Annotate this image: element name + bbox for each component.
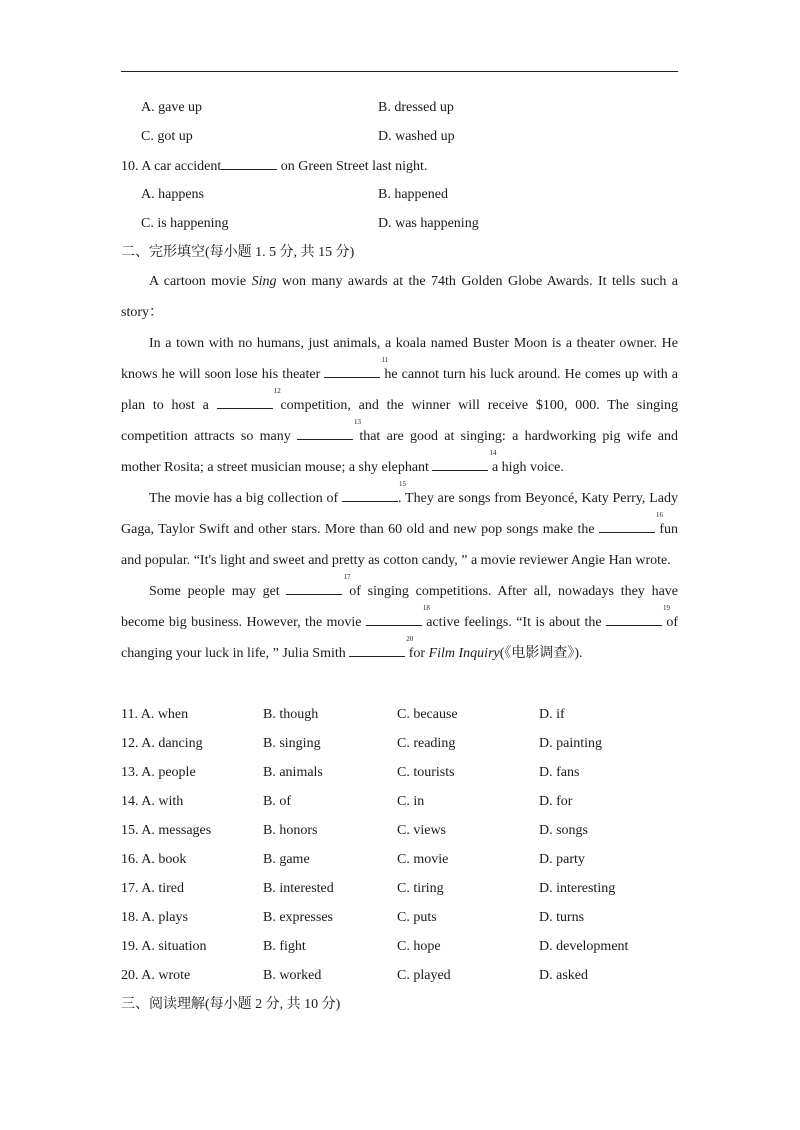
blank-16 bbox=[599, 511, 663, 533]
blank-11 bbox=[324, 356, 389, 378]
choice-14-c: C. in bbox=[397, 794, 425, 809]
p3-text-c: fun and popular. “It's light and sweet and pretty as cotton candy, ” a movie reviewer Angie Han wrote. bbox=[121, 522, 679, 568]
blank-20 bbox=[349, 635, 414, 657]
p1-text-a: A cartoon movie bbox=[149, 274, 252, 289]
choice-17-c: C. tiring bbox=[397, 881, 444, 896]
choice-18-c: C. puts bbox=[397, 910, 437, 925]
choice-11-b: B. though bbox=[263, 707, 319, 722]
choice-14-d: D. for bbox=[539, 794, 573, 809]
choice-18-a: 18. A. plays bbox=[121, 910, 188, 925]
section-2-heading: 二、完形填空(每小题 1. 5 分, 共 15 分) bbox=[121, 245, 355, 260]
movie-title-sing: Sing bbox=[251, 274, 277, 289]
choice-20-c: C. played bbox=[397, 968, 451, 983]
q9-option-b: B. dressed up bbox=[378, 100, 454, 115]
p3-text-b: . They are songs from Beyoncé, Katy Perry, Lady Gaga, Taylor Swift and other stars. More than 60 old and new pop songs make the bbox=[121, 491, 678, 537]
blank-13-number: 13 bbox=[354, 418, 362, 426]
choice-16-d: D. party bbox=[539, 852, 585, 867]
choice-19-c: C. hope bbox=[397, 939, 441, 954]
choice-20-d: D. asked bbox=[539, 968, 588, 983]
choice-13-c: C. tourists bbox=[397, 765, 455, 780]
passage-paragraph-4 bbox=[121, 573, 678, 669]
blank-14 bbox=[432, 449, 497, 471]
q9-option-d: D. washed up bbox=[378, 129, 455, 144]
q10-blank bbox=[221, 157, 277, 170]
blank-15-number: 15 bbox=[399, 480, 406, 488]
p4-text-d: of changing your luck in life, ” Julia Smith bbox=[121, 615, 678, 661]
q9-option-a: A. gave up bbox=[141, 100, 203, 115]
q10-stem bbox=[121, 157, 678, 176]
blank-15 bbox=[342, 480, 406, 502]
q10-option-c: C. is happening bbox=[141, 216, 229, 231]
q10-option-d: D. was happening bbox=[378, 216, 479, 231]
choice-13-b: B. animals bbox=[263, 765, 323, 780]
choice-20-b: B. worked bbox=[263, 968, 322, 983]
blank-11-number: 11 bbox=[381, 356, 389, 364]
choice-14-a: 14. A. with bbox=[121, 794, 184, 809]
cloze-passage bbox=[121, 266, 678, 669]
publication-film-inquiry: Film Inquiry bbox=[428, 646, 500, 661]
blank-16-number: 16 bbox=[655, 511, 663, 519]
p2-text-c: competition, and the winner will receive $100, 000. The singing competition attracts so many bbox=[121, 398, 679, 444]
choice-14-b: B. of bbox=[263, 794, 291, 809]
choice-18-b: B. expresses bbox=[263, 910, 333, 925]
p4-text-b: of singing competitions. After all, nowadays they have become big business. However, the movie bbox=[121, 584, 678, 630]
q10-option-b: B. happened bbox=[378, 187, 448, 202]
p3-text-a: The movie has a big collection of bbox=[149, 491, 342, 506]
blank-13 bbox=[297, 418, 362, 440]
choice-19-d: D. development bbox=[539, 939, 629, 954]
p4-text-e: for bbox=[405, 646, 429, 661]
choice-12-c: C. reading bbox=[397, 736, 456, 751]
choice-12-a: 12. A. dancing bbox=[121, 736, 203, 751]
top-rule bbox=[121, 71, 678, 72]
q10-option-a: A. happens bbox=[141, 187, 204, 202]
choice-12-b: B. singing bbox=[263, 736, 321, 751]
p2-text-e: a high voice. bbox=[488, 460, 564, 475]
choice-18-d: D. turns bbox=[539, 910, 585, 925]
passage-paragraph-3 bbox=[121, 480, 679, 576]
q10-stem-before: 10. A car accident bbox=[121, 159, 222, 174]
choice-13-d: D. fans bbox=[539, 765, 580, 780]
choice-19-a: 19. A. situation bbox=[121, 939, 207, 954]
blank-12 bbox=[217, 387, 281, 409]
choice-11-a: 11. A. when bbox=[121, 707, 189, 722]
p2-text-d: that are good at singing: a hardworking pig wife and mother Rosita; a street musician mouse; a shy elephant bbox=[121, 429, 678, 475]
choice-17-d: D. interesting bbox=[539, 881, 616, 896]
p4-text-a: Some people may get bbox=[149, 584, 287, 599]
choice-15-d: D. songs bbox=[539, 823, 589, 838]
blank-18-number: 18 bbox=[422, 604, 430, 612]
choice-15-b: B. honors bbox=[263, 823, 318, 838]
choice-16-a: 16. A. book bbox=[121, 852, 187, 867]
q9-option-c: C. got up bbox=[141, 129, 193, 144]
choice-11-d: D. if bbox=[539, 707, 565, 722]
blank-17 bbox=[286, 573, 351, 595]
p4-text-c: active feelings. “It is about the bbox=[421, 615, 606, 630]
p2-text-b: he cannot turn his luck around. He comes up with a plan to host a bbox=[121, 367, 679, 413]
section-3-heading: 三、阅读理解(每小题 2 分, 共 10 分) bbox=[121, 997, 341, 1012]
p4-text-f: (《电影调查》). bbox=[499, 646, 583, 661]
blank-17-number: 17 bbox=[343, 573, 351, 581]
choice-20-a: 20. A. wrote bbox=[121, 968, 191, 983]
choice-19-b: B. fight bbox=[263, 939, 306, 954]
choice-15-a: 15. A. messages bbox=[121, 823, 212, 838]
blank-19-number: 19 bbox=[662, 604, 670, 612]
choice-16-c: C. movie bbox=[397, 852, 449, 867]
q10-stem-after: on Green Street last night. bbox=[277, 159, 428, 174]
passage-paragraph-1 bbox=[121, 266, 678, 328]
p2-text-a: In a town with no humans, just animals, a koala named Buster Moon is a theater owner. He knows he will soon lose his theater bbox=[121, 336, 678, 382]
choice-12-d: D. painting bbox=[539, 736, 602, 751]
blank-19 bbox=[606, 604, 670, 626]
choice-17-a: 17. A. tired bbox=[121, 881, 184, 896]
blank-14-number: 14 bbox=[489, 449, 497, 457]
p1-text-b: won many awards at the 74th Golden Globe Awards. It tells such a story： bbox=[121, 274, 678, 320]
choice-16-b: B. game bbox=[263, 852, 310, 867]
blank-20-number: 20 bbox=[406, 635, 414, 643]
choice-11-c: C. because bbox=[397, 707, 458, 722]
blank-18 bbox=[366, 604, 430, 626]
choice-15-c: C. views bbox=[397, 823, 446, 838]
blank-12-number: 12 bbox=[273, 387, 281, 395]
passage-paragraph-2 bbox=[121, 328, 678, 483]
choice-13-a: 13. A. people bbox=[121, 765, 196, 780]
choice-17-b: B. interested bbox=[263, 881, 334, 896]
